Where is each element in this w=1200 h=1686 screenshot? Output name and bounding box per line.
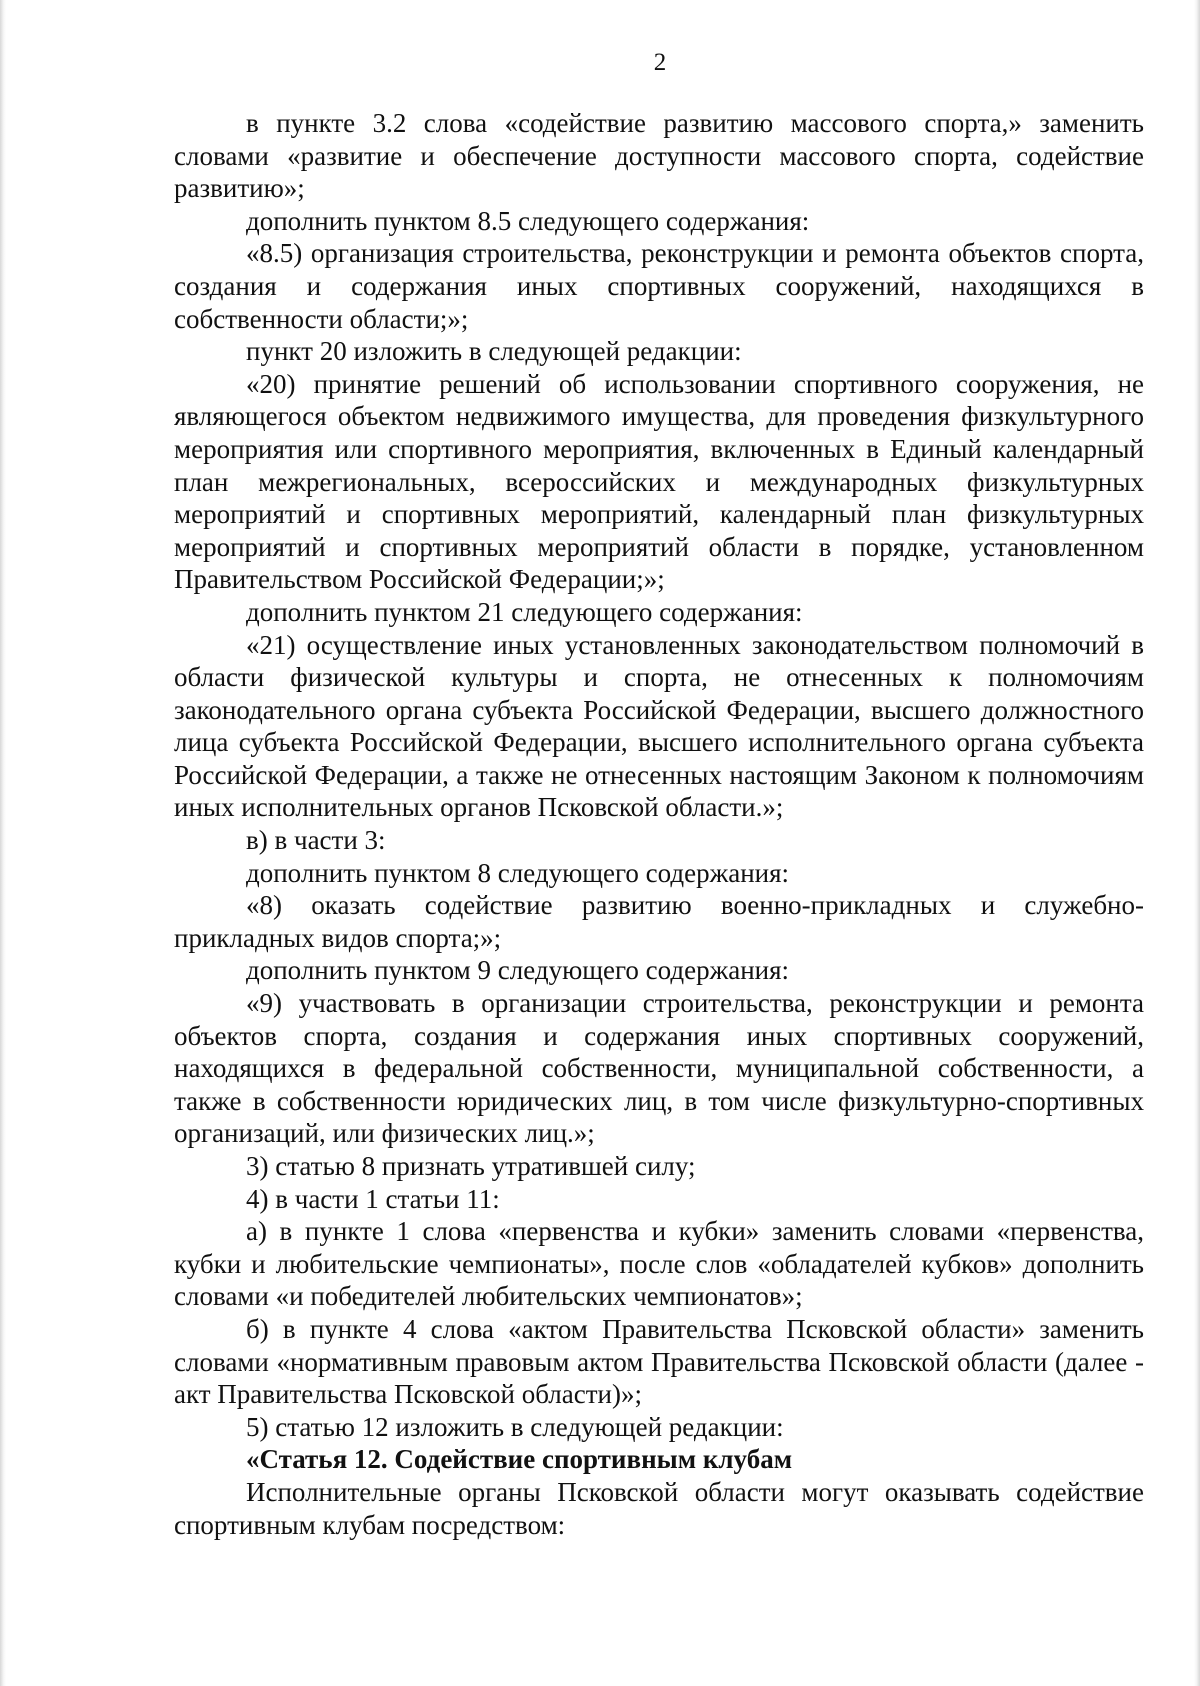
paragraph: «9) участвовать в организации строительства, реконструкции и ремонта объектов спорта, создания и содержания иных спортивных сооружений, находящихся в федеральной собственности, муниципальной собственности, а также в собственности юридических лиц, в том числе физкультурно-спортивных организаций, или физических лиц.»; [174, 988, 1144, 1149]
paragraph: б) в пункте 4 слова «актом Правительства Псковской области» заменить словами «нормативным правовым актом Правительства Псковской области (далее - акт Правительства Псковской области)»; [174, 1313, 1144, 1410]
paragraph: «20) принятие решений об использовании спортивного сооружения, не являющегося объектом недвижимого имущества, для проведения физкультурного мероприятия или спортивного мероприятия, включенных в Единый календарный план межрегиональных, всероссийских и международных физкультурных мероприятий и спортивных мероприятий, календарный план физкультурных мероприятий и спортивных мероприятий области в порядке, установленном Правительством Российской Федерации;»; [174, 368, 1144, 595]
paragraph: пункт 20 изложить в следующей редакции: [246, 336, 742, 367]
paragraph: в пункте 3.2 слова «содействие развитию массового спорта,» заменить словами «развитие и обеспечение доступности массового спорта, содействие развитию»; [174, 108, 1144, 204]
paragraph: дополнить пунктом 9 следующего содержания: [246, 955, 790, 986]
paragraph: 3) статью 8 признать утратившей силу; [246, 1151, 696, 1181]
paragraph: «21) осуществление иных установленных законодательством полномочий в области физической культуры и спорта, не отнесенных к полномочиям законодательного органа субъекта Российской Федерации, высшего должностного лица субъекта Российской Федерации, высшего исполнительного органа субъекта Российской Федерации, а также не отнесенных настоящим Законом к полномочиям иных исполнительных органов Псковской области.»; [174, 629, 1144, 823]
scan-edge-right [1194, 0, 1200, 1686]
paragraph: 4) в части 1 статьи 11: [246, 1183, 500, 1214]
paragraph: «8.5) организация строительства, реконструкции и ремонта объектов спорта, создания и содержания иных спортивных сооружений, находящихся в собственности области;»; [174, 238, 1144, 334]
paragraph: 5) статью 12 изложить в следующей редакции: [246, 1411, 784, 1442]
paragraph: дополнить пунктом 8 следующего содержания: [246, 857, 790, 888]
document-body [174, 107, 1144, 1541]
page-number: 2 [653, 49, 667, 76]
paragraph: а) в пункте 1 слова «первенства и кубки» заменить словами «первенства, кубки и любительские чемпионаты», после слов «обладателей кубков» дополнить словами «и победителей любительских чемпионатов»; [174, 1216, 1144, 1312]
paragraph: в) в части 3: [246, 825, 386, 856]
paragraph: дополнить пунктом 21 следующего содержания: [246, 596, 803, 627]
scan-edge-left [0, 0, 6, 1686]
paragraph: Исполнительные органы Псковской области могут оказывать содействие спортивным клубам посредством: [174, 1476, 1144, 1540]
paragraph: дополнить пунктом 8.5 следующего содержания: [246, 205, 810, 236]
paragraph: «8) оказать содействие развитию военно-прикладных и служебно-прикладных видов спорта;»; [174, 890, 1144, 953]
article-heading: «Статья 12. Содействие спортивным клубам [246, 1444, 793, 1475]
